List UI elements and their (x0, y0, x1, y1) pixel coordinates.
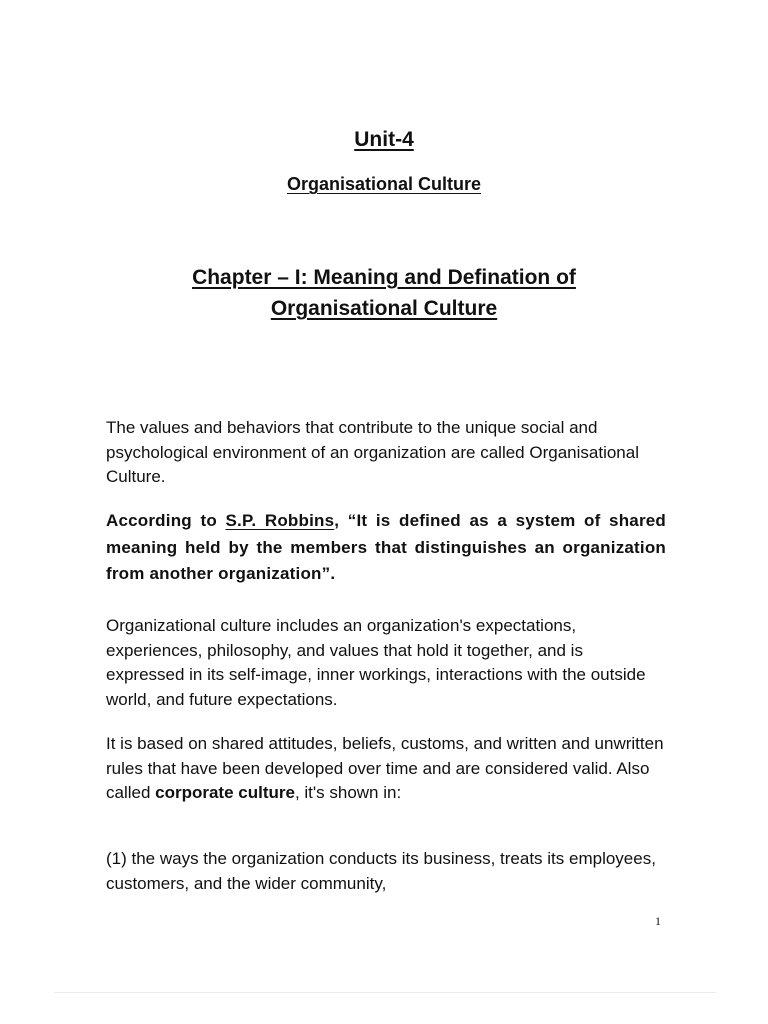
based-on-text-2: , it's shown in: (294, 783, 402, 802)
unit-title: Unit-4 (354, 128, 414, 151)
paragraph-based-on (106, 732, 666, 806)
page-number: 1 (655, 914, 661, 928)
chapter-heading (0, 262, 768, 324)
quote-text: , “It is defined as a system of shared meaning held by the members that distinguishes an organization from another organization”. (106, 511, 667, 583)
corporate-culture-term: corporate culture (155, 783, 295, 802)
paragraph-includes: Organizational culture includes an organization's expectations, experiences, philosophy, and values that hold it together, and is expressed in its self-image, inner workings, interactions with the outside world, and future expectations. (106, 616, 646, 709)
list-item-1: (1) the ways the organization conducts its business, treats its employees, customers, and the wider community, (106, 849, 656, 893)
paragraph-robbins-quote (106, 508, 666, 588)
subtitle: Organisational Culture (286, 174, 482, 194)
chapter-heading-line-1: Chapter – I: Meaning and Defination of (192, 266, 576, 289)
paragraph-definition: The values and behaviors that contribute to the unique social and psychological environment of an organization are called Organisational Culture. (106, 418, 639, 486)
quote-prefix: According to (106, 511, 226, 530)
based-on-text-1: It is based on shared attitudes, beliefs, customs, and written and unwritten rules that have been developed over time and are considered valid. Also called (106, 734, 664, 802)
chapter-heading-line-2: Organisational Culture (270, 297, 498, 320)
quote-author: S.P. Robbins (225, 511, 335, 530)
page-bottom-divider (54, 992, 716, 993)
